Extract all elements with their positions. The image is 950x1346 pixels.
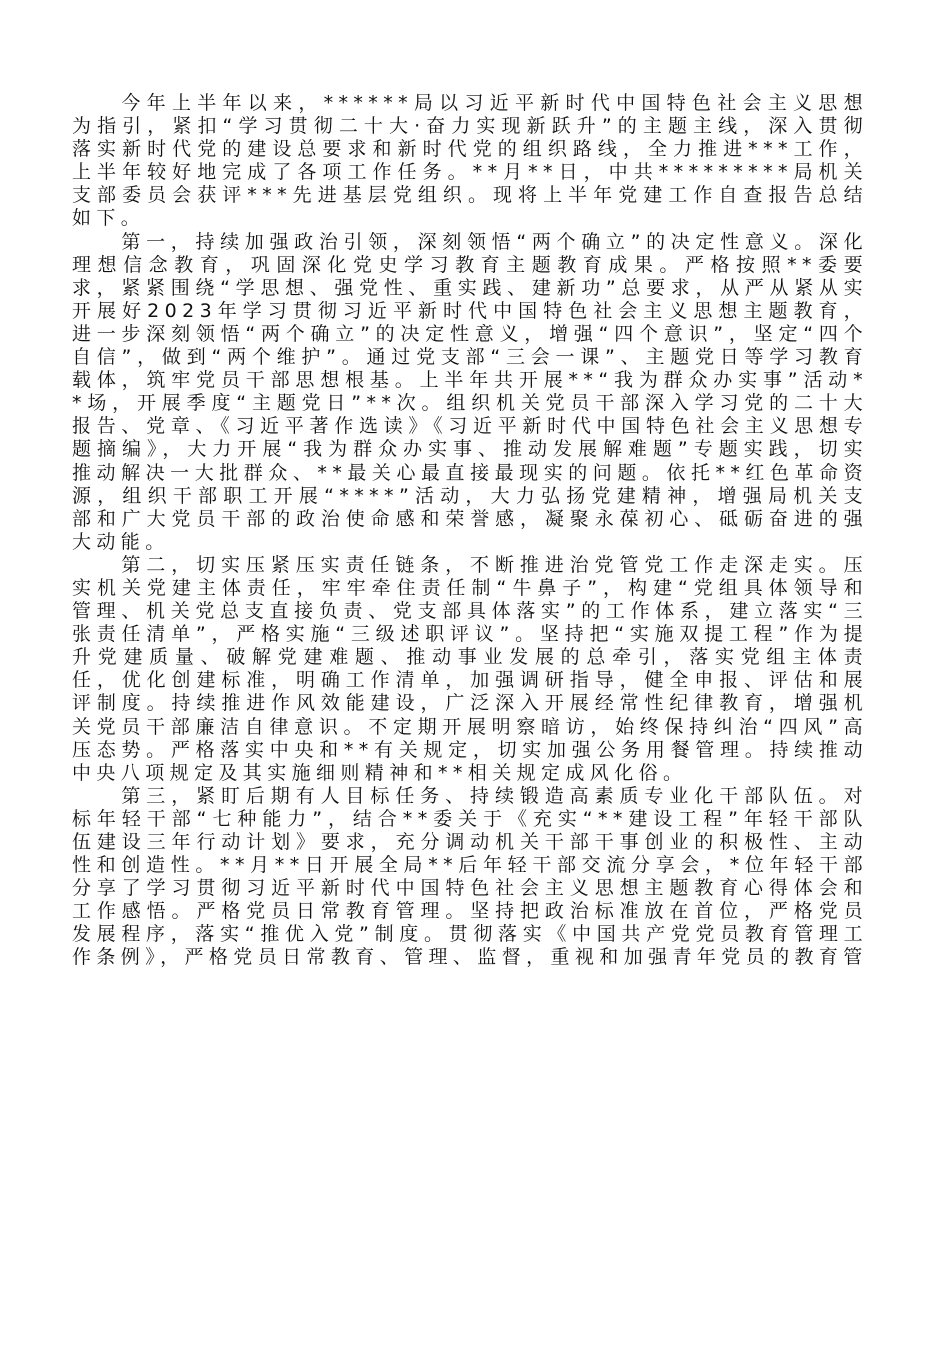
paragraph-political-guidance: 第一，持续加强政治引领，深刻领悟“两个确立”的决定性意义。深化理想信念教育，巩固深化党史学习教育主题教育成果。严格按照**委要求，紧紧围绕“学思想、强党性、重实践、建新功”总要求，从严从紧从实开展好2023年学习贯彻习近平新时代中国特色社会主义思想主题教育，进一步深刻领悟“两个确立”的决定性意义，增强“四个意识”，坚定“四个自信”，做到“两个维护”。通过党支部“三会一课”、主题党日等学习教育载体，筑牢党员干部思想根基。上半年共开展**“我为群众办实事”活动**场，开展季度“主题党日”**次。组织机关党员干部深入学习党的二十大报告、党章、《习近平著作选读》《习近平新时代中国特色社会主义思想专题摘编》，大力开展“我为群众办实事、推动发展解难题”专题实践，切实推动解决一大批群众、**最关心最直接最现实的问题。依托**红色革命资源，组织干部职工开展“****”活动，大力弘扬党建精神，增强局机关支部和广大党员干部的政治使命感和荣誉感，凝聚永葆初心、砥砺奋进的强大动能。: [72, 230, 868, 553]
paragraph-intro: 今年上半年以来，******局以习近平新时代中国特色社会主义思想为指引，紧扣“学习贯彻二十大·奋力实现新跃升”的主题主线，深入贯彻落实新时代党的建设总要求和新时代党的组织路线，全力推进***工作，上半年较好地完成了各项工作任务。**月**日，中共*********局机关支部委员会获评***先进基层党组织。现将上半年党建工作自查报告总结如下。: [72, 92, 868, 230]
document-body: [72, 92, 868, 970]
paragraph-responsibility-chain: 第二，切实压紧压实责任链条，不断推进治党管党工作走深走实。压实机关党建主体责任，牢牢牵住责任制“牛鼻子”，构建“党组具体领导和管理、机关党总支直接负责、党支部具体落实”的工作体系，建立落实“三张责任清单”，严格实施“三级述职评议”。坚持把“实施双提工程”作为提升党建质量、破解党建难题、推动事业发展的总牵引，落实党组主体责任，优化创建标准，明确工作清单，加强调研指导，健全申报、评估和展评制度。持续推进作风效能建设，广泛深入开展经常性纪律教育，增强机关党员干部廉洁自律意识。不定期开展明察暗访，始终保持纠治“四风”高压态势。严格落实中央和**有关规定，切实加强公务用餐管理。持续推动中央八项规定及其实施细则精神和**相关规定成风化俗。: [72, 553, 868, 784]
paragraph-cadre-team: 第三，紧盯后期有人目标任务、持续锻造高素质专业化干部队伍。对标年轻干部“七种能力”，结合**委关于《充实“**建设工程”年轻干部队伍建设三年行动计划》要求，充分调动机关干部干事创业的积极性、主动性和创造性。**月**日开展全局**后年轻干部交流分享会，*位年轻干部分享了学习贯彻习近平新时代中国特色社会主义思想主题教育心得体会和工作感悟。严格党员日常教育管理。坚持把政治标准放在首位，严格党员发展程序，落实“推优入党”制度。贯彻落实《中国共产党党员教育管理工作条例》，严格党员日常教育、管理、监督，重视和加强青年党员的教育管: [72, 784, 868, 969]
